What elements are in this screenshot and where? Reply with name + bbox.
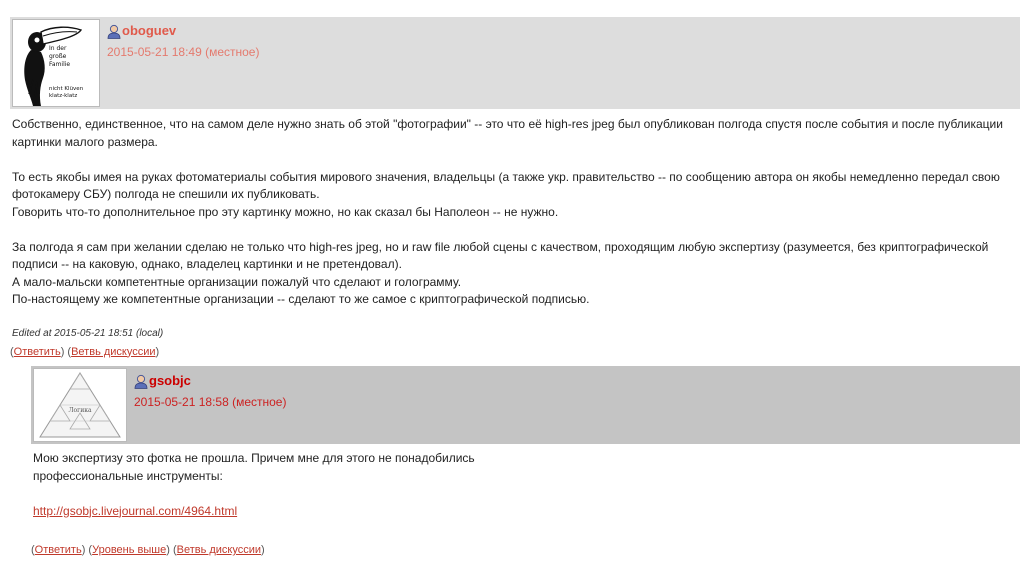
reply-link[interactable]: Ответить [34,544,82,556]
edited-note: Edited at 2015-05-21 18:51 (local) [12,327,164,339]
triangle-diagram-userpic-image [34,369,126,441]
reply-link[interactable]: Ответить [13,345,61,358]
userpic-gsobjc[interactable] [33,368,127,442]
comment-gsobjc [31,366,1020,557]
paragraph-gap [33,485,1020,503]
comment-actions: (Ответить) (Ветвь дискуссии) [10,345,160,358]
parent-link[interactable]: Уровень выше [92,544,167,556]
paragraph: Говорить что-то дополнительное про эту картинку можно, но как сказал бы Наполеон -- не нужно. [12,204,559,219]
svg-text:Familie: Familie [49,61,71,68]
username-text[interactable]: gsobjc [149,373,191,388]
paragraph: Мою экспертизу это фотка не прошла. Причем мне для этого не понадобились [33,451,475,465]
svg-text:nicht Klüven: nicht Klüven [49,86,84,92]
comment-body [31,444,1020,520]
paragraph-gap [12,151,1020,169]
comment-meta [127,366,286,444]
svg-text:Логика: Логика [68,407,92,414]
paragraph [33,503,1020,521]
username-link[interactable] [107,23,259,39]
paragraph: профессиональные инструменты: [33,468,223,483]
comment-body [10,109,1020,309]
comment-meta [100,17,259,109]
paragraph-gap [12,221,1020,239]
external-link[interactable]: http://gsobjc.livejournal.com/4964.html [33,503,238,518]
comment-header [31,366,1020,444]
paragraph: По-настоящему же компетентные организации -- сделают то же самое с криптографической подписью. [12,292,590,306]
user-icon [134,374,148,389]
username-link[interactable] [134,373,286,389]
svg-text:In der: In der [49,45,67,52]
comment-header [10,17,1020,109]
username-text[interactable]: oboguev [122,23,177,38]
paragraph: А мало-мальски компетентные организации пожалуй что сделают и голограмму. [12,274,462,289]
svg-text:klatz-klatz: klatz-klatz [49,93,78,99]
paragraph: За полгода я сам при желании сделаю не только что high-res jpeg, но и raw file любой сцены с качеством, проходящим любую экспертизу (разумеется, без криптографической подписи -- на каковую, однако, владелец картинки и не претендовал). [12,239,989,271]
thread-link[interactable]: Ветвь дискуссии [71,345,156,358]
svg-text:große: große [49,53,67,60]
comment-oboguev [10,17,1020,359]
paragraph: Собственно, единственное, что на самом деле нужно знать об этой "фотографии" -- это что её high-res jpeg был опубликован полгода спустя после события и после публикации картинки малого размера. [12,117,1003,149]
paragraph: То есть якобы имея на руках фотоматериалы события мирового значения, владельцы (а также укр. правительство -- по сообщению автора он якобы немедленно передал свою фотокамеру СБУ) полгода не спешили их публиковать. [12,169,1000,201]
thread-link[interactable]: Ветвь дискуссии [176,544,262,556]
comment-actions: (Ответить) (Уровень выше) (Ветвь дискуссии) [31,544,265,556]
user-icon [107,24,121,39]
comment-date[interactable]: 2015-05-21 18:49 (местное) [107,45,260,59]
toucan-userpic-image [13,20,99,106]
userpic-oboguev[interactable] [12,19,100,107]
comment-date[interactable]: 2015-05-21 18:58 (местное) [134,395,287,409]
